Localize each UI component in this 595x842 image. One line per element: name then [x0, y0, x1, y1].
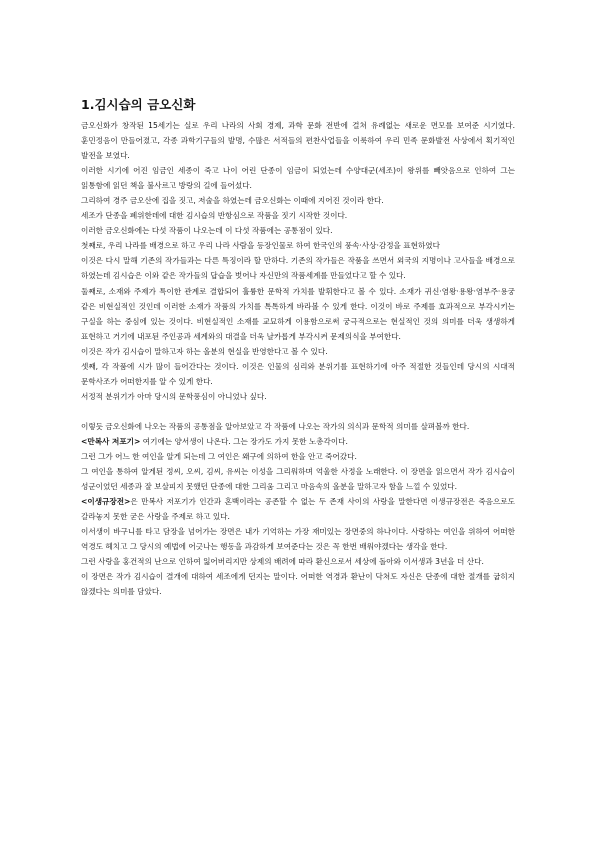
paragraph: 이것은 다시 말해 기존의 작가들과는 다른 특징이라 할 만하다. 기존의 작가들은 작품을 쓰면서 외국의 지명이나 고사들을 배경으로 하였는데 김시습은 이와 같은 작가들의 답습을 벗어나 자신만의 작품세계를 만들었다고 할 수 있다. — [81, 256, 515, 281]
paragraph: 금오신화가 창작된 15세기는 실로 우리 나라의 사회 경제, 과학 문화 전반에 걸쳐 유례없는 새로운 면모를 보여준 시기였다. 훈민정음이 만들어졌고, 각종 과학기구들의 발명, 수많은 서적들의 편찬사업들을 이룩하여 우리 민족 문화발전 사상에서 획기적인 발전을 보였다. — [81, 121, 515, 161]
paragraph: 그리하여 경주 금오산에 집을 짓고, 저술을 하였는데 금오신화는 이때에 지어진 것이라 한다. — [81, 196, 384, 206]
paragraph: 그런 사랑을 홍건적의 난으로 인하여 잃어버리지만 상제의 배려에 따라 환신으로서 세상에 돌아와 이서생과 3년을 더 산다. — [81, 557, 484, 567]
paragraph: 세조가 단종을 폐위한데에 대한 김시습의 반항심으로 작품을 짓기 시작한 것이다. — [81, 211, 348, 221]
section-heading: 1.김시습의 금오신화 — [81, 97, 196, 112]
paragraph: 서정적 분위기가 아마 당시의 문학풍심이 아니었나 싶다. — [81, 391, 267, 401]
paragraph: 이것은 작가 김시습이 말하고자 하는 올분의 현실을 반영한다고 볼 수 있다. — [81, 346, 328, 356]
paragraph: 이렇듯 금오신화에 나오는 작품의 공통점을 알아보았고 각 작품에 나오는 작가의 의식과 문학적 의미를 살펴볼까 한다. — [81, 421, 470, 431]
paragraph-text: 여기에는 양서생이 나온다. 그는 장가도 가지 못한 노총각이다. — [140, 436, 348, 446]
paragraph-gap — [81, 404, 515, 419]
paragraph: 둘째로, 소재와 주제가 특이한 관계로 결합되어 훌륭한 문학적 가치를 발휘한다고 볼 수 있다. 소재가 귀신·염왕·용왕·염부주·용궁 같은 비현실적인 것인데 이러한 소재가 작품의 가치를 톡톡하게 바라볼 수 있게 한다. 이것이 바로 주제를 효과적으로 부각시키는 구실을 하는 중심에 있는 것이다. 비현실적인 소재를 교묘하게 이용함으로써 궁극적으로는 현실적인 것의 의미를 더욱 생생하게 표현하고 거기에 내포된 주인공과 세계와의 대결을 더욱 날카롭게 부각시켜 문제의식을 부여한다. — [81, 286, 515, 341]
paragraph: 이서생이 바구니를 타고 담장을 넘어가는 장면은 내가 기억하는 가장 재미있는 장면중의 하나이다. 사랑하는 여인을 위하여 어떠한 역경도 헤치고 그 당시의 예법에 어긋나는 행동을 과감하게 보여준다는 것은 꼭 한번 배워야겠다는 생각을 한다. — [81, 527, 515, 552]
paragraph: 이러한 시기에 어진 임금인 세종이 죽고 나이 어린 단종이 임금이 되었는데 수양대군(세조)이 왕위를 빼앗음으로 인하여 그는 읽통함에 읽던 책을 불사르고 방랑의 길에 들어섰다. — [81, 166, 515, 191]
work-title: <이생규장전> — [81, 497, 131, 507]
paragraph — [81, 434, 515, 449]
paragraph — [81, 494, 515, 524]
paragraph: 그 여인을 통하여 알게된 정씨, 오씨, 김씨, 유씨는 이성을 그리워하며 억울한 사정을 노래한다. 이 장면을 읽으면서 작가 김시습이 성군이었던 세종과 잘 보살피지 못했던 단종에 대한 그리움 그리고 마음속의 올분을 말하고자 함을 느낄 수 있었다. — [81, 467, 515, 492]
paragraph: 그런 그가 어느 한 여인을 알게 되는데 그 여인은 왜구에 의하여 한을 안고 죽어갔다. — [81, 451, 357, 461]
document-body — [81, 96, 515, 599]
work-title: <만복사 저포기> — [81, 436, 141, 446]
paragraph: 셋째, 각 작품에 시가 많이 들어간다는 것이다. 이것은 인물의 심리와 분위기를 표현하기에 아주 적절한 것들인데 당시의 시대적 문학사조가 어떠한지를 알 수 있게 한다. — [81, 361, 515, 386]
paragraph-text: 은 만복사 저포기가 인간과 혼백이라는 공존할 수 없는 두 존재 사이의 사랑을 말한다면 이생규장전은 죽음으로도 갈라놓지 못한 굳은 사랑을 주제로 하고 있다. — [81, 497, 515, 522]
paragraph: 이 장면은 작가 김시습이 결개에 대하여 세조에게 던지는 말이다. 어떠한 역경과 환난이 닥쳐도 자신은 단종에 대한 절개를 굽히지 않겠다는 의미를 담았다. — [81, 572, 515, 597]
paragraph: 첫째로, 우리 나라를 배경으로 하고 우리 나라 사람을 등장인물로 하여 한국인의 풍속·사상·감정을 표현하였다 — [81, 241, 440, 251]
paragraph: 이러한 금오신화에는 다섯 작품이 나오는데 이 다섯 작품에는 공통점이 있다. — [81, 226, 333, 236]
